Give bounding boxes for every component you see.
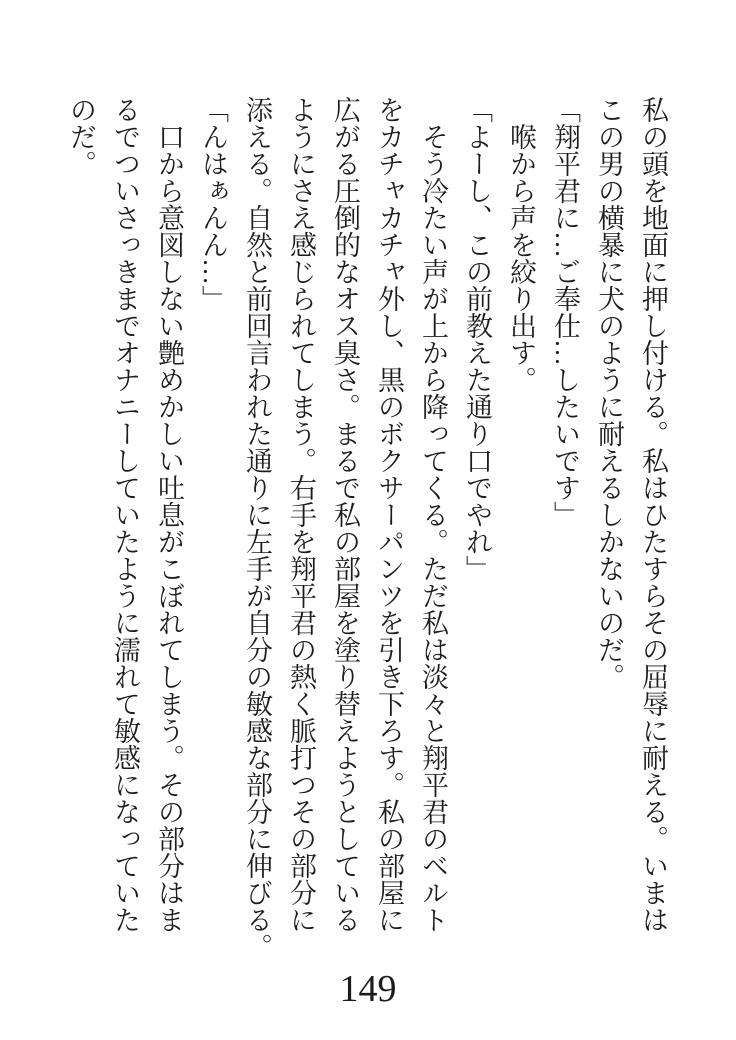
text-line: をカチャカチャ外し、黒のボクサーパンツを引き下ろす。私の部屋に	[374, 96, 404, 933]
text-line: ようにさえ感じられてしまう。右手を翔平君の熱く脈打つその部分に	[286, 96, 316, 933]
text-line: 口から意図しない艶めかしい吐息がこぼれてしまう。その部分はま	[154, 123, 184, 933]
text-line: そう冷たい声が上から降ってくる。ただ私は淡々と翔平君のベルト	[418, 123, 448, 933]
text-line: 添える。自然と前回言われた通りに左手が自分の敏感な部分に伸びる。	[242, 96, 272, 960]
page-number: 149	[339, 968, 397, 1010]
text-line: 広がる圧倒的なオス臭さ。まるで私の部屋を塗り替えようとしている	[330, 96, 360, 933]
vertical-text-block	[59, 96, 675, 960]
text-line: るでついさっきまでオナニーしていたように濡れて敏感になっていた	[110, 96, 140, 933]
text-line: 「翔平君に…ご奉仕…したいです」	[550, 96, 580, 528]
text-line: 喉から声を絞り出す。	[506, 123, 536, 393]
text-line: 「んはぁんん…」	[198, 96, 228, 312]
text-line: 「よーし、この前教えた通り口でやれ」	[462, 96, 492, 582]
text-line: 私の頭を地面に押し付ける。私はひたすらその屈辱に耐える。いまは	[638, 96, 668, 933]
text-line: この男の横暴に犬のように耐えるしかないのだ。	[594, 96, 624, 690]
text-line: のだ。	[66, 96, 96, 177]
